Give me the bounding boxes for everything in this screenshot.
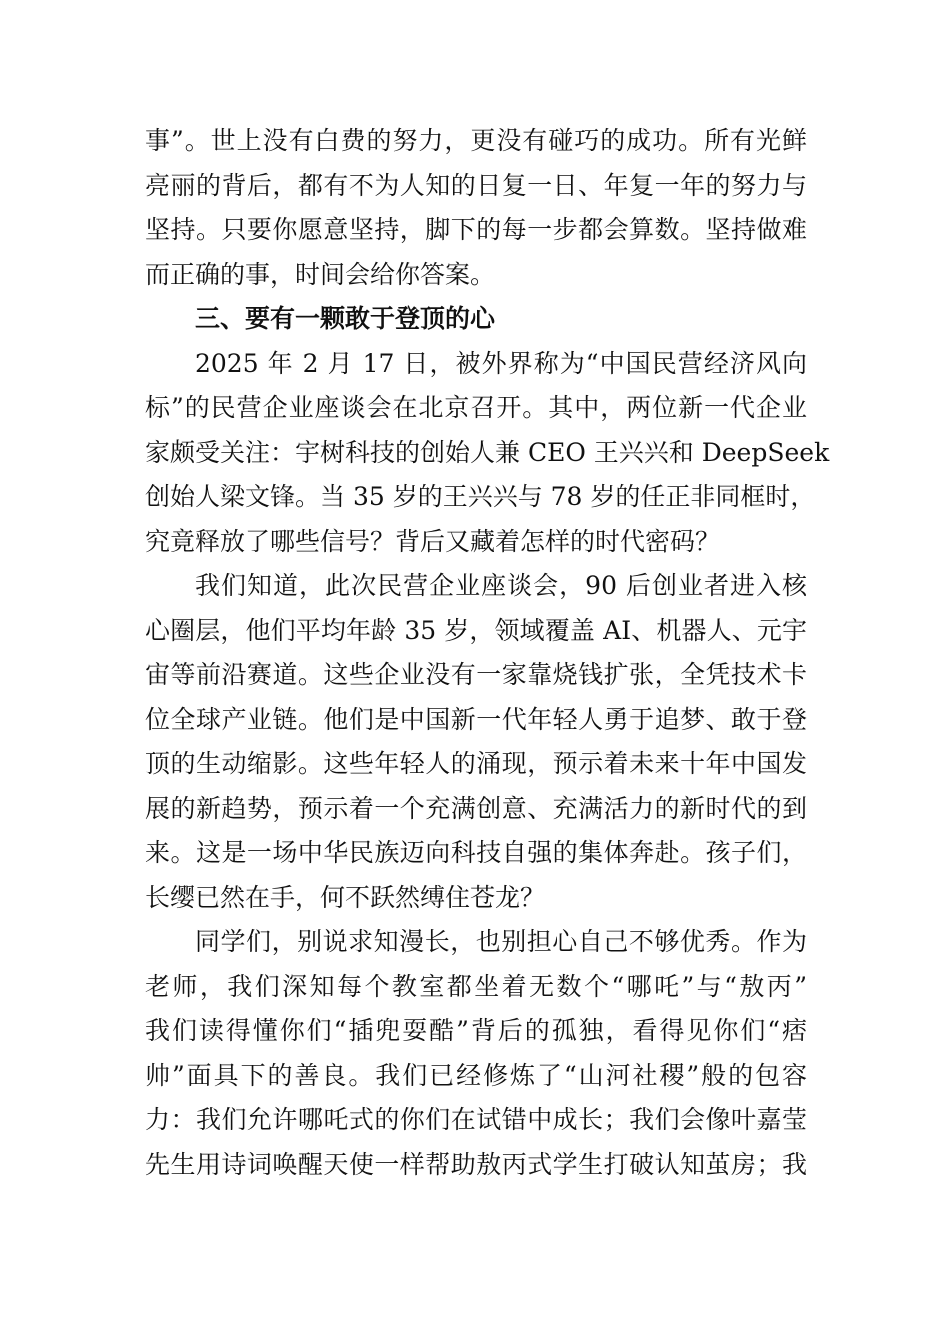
text-line: 老师，我们深知每个教室都坐着无数个“哪吒”与“敖丙” bbox=[145, 971, 807, 1001]
paragraph-2 bbox=[145, 342, 830, 565]
paragraph-1 bbox=[145, 119, 807, 297]
text-line: 坚持。只要你愿意坚持，脚下的每一步都会算数。坚持做难 bbox=[145, 215, 807, 244]
paragraph-3 bbox=[145, 564, 807, 920]
text-line: 心圈层，他们平均年龄 35 岁，领域覆盖 AI、机器人、元宇 bbox=[145, 615, 807, 645]
text-line: 家颇受关注：宇树科技的创始人兼 CEO 王兴兴和 DeepSeek bbox=[145, 437, 830, 467]
text-line: 我们知道，此次民营企业座谈会，90 后创业者进入核 bbox=[195, 571, 807, 600]
text-line: 2025 年 2 月 17 日，被外界称为“中国民营经济风向 bbox=[195, 348, 807, 378]
text-line: 来。这是一场中华民族迈向科技自强的集体奔赴。孩子们， bbox=[145, 838, 807, 867]
text-line: 力：我们允许哪吒式的你们在试错中成长；我们会像叶嘉莹 bbox=[145, 1105, 807, 1134]
paragraph-4 bbox=[145, 920, 807, 1187]
text-line: 事”。世上没有白费的努力，更没有碰巧的成功。所有光鲜 bbox=[145, 126, 807, 155]
text-line: 展的新趋势，预示着一个充满创意、充满活力的新时代的到 bbox=[145, 793, 807, 823]
text-line: 创始人梁文锋。当 35 岁的王兴兴与 78 岁的任正非同框时， bbox=[145, 482, 816, 511]
body-text bbox=[145, 119, 830, 1187]
text-line: 亮丽的背后，都有不为人知的日复一日、年复一年的努力与 bbox=[145, 170, 807, 200]
text-line: 同学们，别说求知漫长，也别担心自己不够优秀。作为 bbox=[195, 927, 807, 956]
text-line: 位全球产业链。他们是中国新一代年轻人勇于追梦、敢于登 bbox=[145, 704, 807, 734]
text-line: 而正确的事，时间会给你答案。 bbox=[145, 259, 496, 289]
text-line: 我们读得懂你们“插兜耍酷”背后的孤独，看得见你们“痞 bbox=[145, 1016, 807, 1045]
section-heading: 三、要有一颗敢于登顶的心 bbox=[195, 304, 496, 333]
text-line: 宙等前沿赛道。这些企业没有一家靠烧钱扩张，全凭技术卡 bbox=[145, 660, 807, 689]
text-line: 究竟释放了哪些信号？背后又藏着怎样的时代密码？ bbox=[145, 526, 721, 556]
text-line: 先生用诗词唤醒天使一样帮助敖丙式学生打破认知茧房；我 bbox=[145, 1149, 807, 1179]
text-line: 长缨已然在手，何不跃然缚住苍龙？ bbox=[145, 882, 546, 912]
text-line: 顶的生动缩影。这些年轻人的涌现，预示着未来十年中国发 bbox=[145, 749, 807, 778]
text-line: 标”的民营企业座谈会在北京召开。其中，两位新一代企业 bbox=[145, 393, 807, 422]
text-line: 帅”面具下的善良。我们已经修炼了“山河社稷”般的包容 bbox=[145, 1060, 807, 1090]
